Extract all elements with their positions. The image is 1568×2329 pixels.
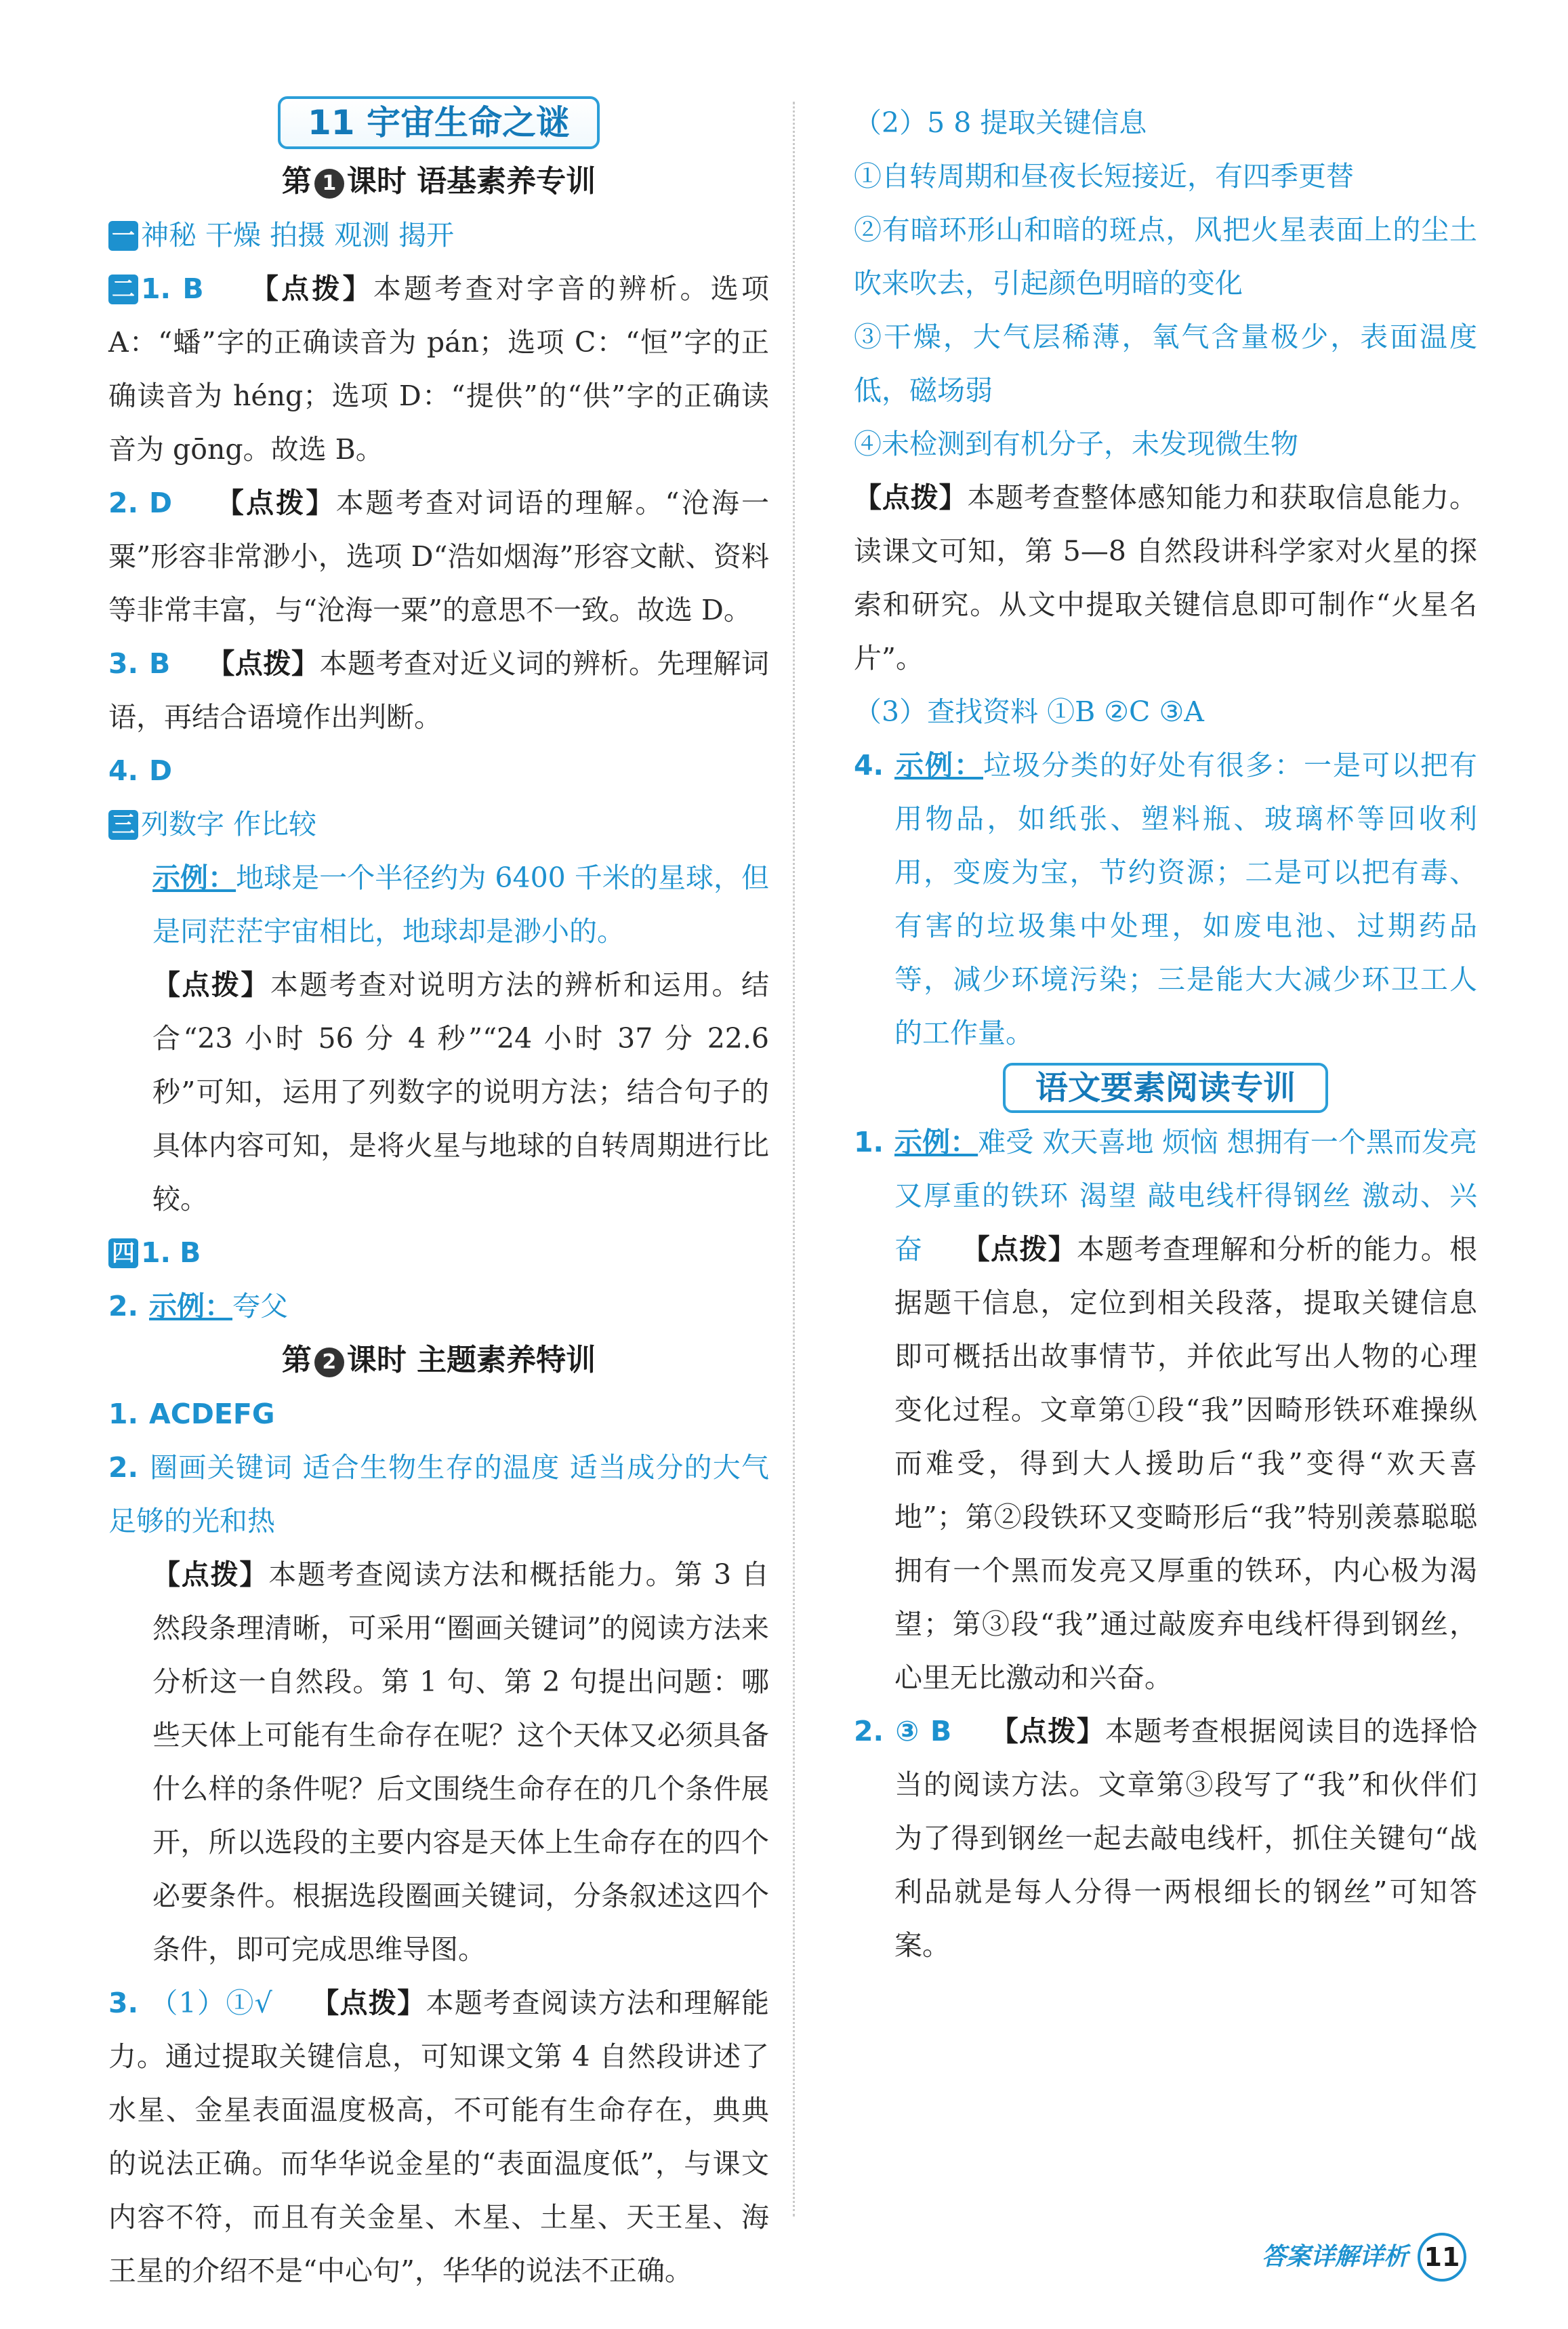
page-footer	[1262, 2230, 1466, 2284]
left-column	[108, 96, 769, 2298]
p2-q3-part1: 3. （1）①√ 【点拨】本题考查阅读方法和理解能力。通过提取关键信息，可知课文第 4 自然段讲述了水星、金星表面温度极高，不可能有生命存在，典典的说法正确。而华华说金星的“表面温度低”，与课文内容不符，而且有关金星、木星、土星、天王星、海王星的介绍不是“中心句”，华华的说法不正确。	[108, 1987, 770, 2287]
s2-q2: 2. D 【点拨】本题考查对词语的理解。“沧海一粟”形容非常渺小，选项 D“浩如烟海”形容文献、资料等非常丰富，与“沧海一粟”的意思不一致。故选 D。	[108, 487, 769, 626]
mars-card-item-2: ②有暗环形山和暗的斑点，风把火星表面上的尘土吹来吹去，引起颜色明暗的变化	[854, 214, 1477, 300]
part2-number-badge: 2	[314, 1348, 344, 1377]
page-number: 11	[1418, 2233, 1466, 2282]
s3-explain: 【点拨】本题考查对说明方法的辨析和运用。结合“23 小时 56 分 4 秒”“24 小时 37 分 22.6 秒”可知，运用了列数字的说明方法；结合句子的具体内容可知，是将火星与地球的自转周期进行比较。	[152, 969, 770, 1215]
reading-banner	[854, 1063, 1477, 1113]
section-3-mark: 三	[108, 810, 138, 840]
section-3: 三 列数字 作比较	[108, 798, 769, 851]
lesson-title: 11 宇宙生命之谜	[278, 96, 600, 149]
lesson-banner	[108, 96, 769, 149]
p2-q3-part2: （2）5 8 提取关键信息	[854, 106, 1147, 139]
s4-q1: 四 1. B	[108, 1226, 769, 1280]
section-1	[108, 209, 769, 262]
section-2-mark: 二	[108, 275, 138, 304]
right-column	[854, 96, 1477, 1972]
p2-q3-text1: 本题考查阅读方法和理解能力。通过提取关键信息，可知课文第 4 自然段讲述了水星、金星表面温度极高，不可能有生命存在，典典的说法正确。而华华说金星的“表面温度低”，与课文内容不符，而且有关金星、木星、土星、天王星、海王星的介绍不是“中心句”，华华的说法不正确。	[108, 1987, 770, 2287]
mars-card-item-4: ④未检测到有机分子，未发现微生物	[854, 428, 1298, 460]
s4-q2: 2. 示例：夸父	[108, 1290, 288, 1322]
section-1-answer: 神秘 干燥 拍摄 观测 揭开	[141, 219, 455, 251]
section-4-mark: 四	[108, 1238, 138, 1268]
p2-q2-explain: 【点拨】本题考查阅读方法和概括能力。第 3 自然段条理清晰，可采用“圈画关键词”的阅读方法来分析这一自然段。第 1 句、第 2 句提出问题：哪些天体上可能有生命存在呢？这个天体又必须具备什么样的条件呢？后文围绕生命存在的几个条件展开，所以选段的主要内容是天体上生命存在的四个必要条件。根据选段圈画关键词，分条叙述这四个条件，即可完成思维导图。	[152, 1558, 770, 1966]
part1-title: 第 1 课时 语基素养专训	[281, 164, 596, 199]
reading-q2: 2. ③ B 【点拨】本题考查根据阅读目的选择恰当的阅读方法。文章第③段写了“我”和伙伴们为了得到钢丝一起去敲电线杆，抓住关键句“战利品就是每人分得一两根细长的钢丝”可知答案。	[854, 1715, 1477, 1962]
part2-title: 第 2 课时 主题素养特训	[281, 1343, 596, 1377]
p2-q2-answer: 2. 圈画关键词 适合生物生存的温度 适当成分的大气 足够的光和热	[108, 1451, 769, 1537]
p2-q4: 4. 示例：垃圾分类的好处有很多：一是可以把有用物品，如纸张、塑料瓶、玻璃杯等回收利用，变废为宝，节约资源；二是可以把有毒、有害的垃圾集中处理，如废电池、过期药品等，减少环境污染；三是能大大减少环卫工人的工作量。	[854, 749, 1477, 1049]
mars-card-item-1: ①自转周期和昼夜长短接近，有四季更替	[854, 160, 1354, 193]
p2-q3-part3: （3）查找资料 ①B ②C ③A	[854, 695, 1204, 728]
reading-q1: 1. 示例：难受 欢天喜地 烦恼 想拥有一个黑而发亮又厚重的铁环 渴望 敲电线杆得钢丝 激动、兴奋 【点拨】本题考查理解和分析的能力。根据题干信息，定位到相关段落，提取关键信息即可概括出故事情节，并依此写出人物的心理变化过程。文章第①段“我”因畸形铁环难操纵而难受，得到大人援助后“我”变得“欢天喜地”；第②段铁环又变畸形后“我”特别羡慕聪聪拥有一个黑而发亮又厚重的铁环，内心极为渴望；第③段“我”通过敲废弃电线杆得到钢丝，心里无比激动和兴奋。	[854, 1126, 1478, 1694]
part1-number-badge: 1	[314, 169, 344, 199]
footer-label: 答案详解详析	[1261, 2243, 1408, 2271]
p2-q3-explain2: 【点拨】本题考查整体感知能力和获取信息能力。读课文可知，第 5—8 自然段讲科学家对火星的探索和研究。从文中提取关键信息即可制作“火星名片”。	[854, 481, 1478, 674]
column-divider	[793, 102, 795, 2216]
p2-q1: 1. ACDEFG	[108, 1398, 275, 1430]
s2-q3: 3. B 【点拨】本题考查对近义词的辨析。先理解词语，再结合语境作出判断。	[108, 647, 770, 733]
s3-example: 示例：地球是一个半径约为 6400 千米的星球，但是同茫茫宇宙相比，地球却是渺小的。	[152, 862, 770, 948]
s2-q1: 二 1. B 【点拨】本题考查对字音的辨析。选项A：“蟠”字的正确读音为 pán；选项 C：“恒”字的正确读音为 héng；选项 D：“提供”的“供”字的正确读音为 gōng。故选 B。	[108, 272, 769, 466]
mars-card-item-3: ③干燥，大气层稀薄，氧气含量极少，表面温度低，磁场弱	[854, 321, 1477, 407]
s2-q4: 4. D	[108, 754, 173, 787]
section-1-mark: 一	[108, 221, 138, 251]
reading-title: 语文要素阅读专训	[1003, 1063, 1328, 1113]
